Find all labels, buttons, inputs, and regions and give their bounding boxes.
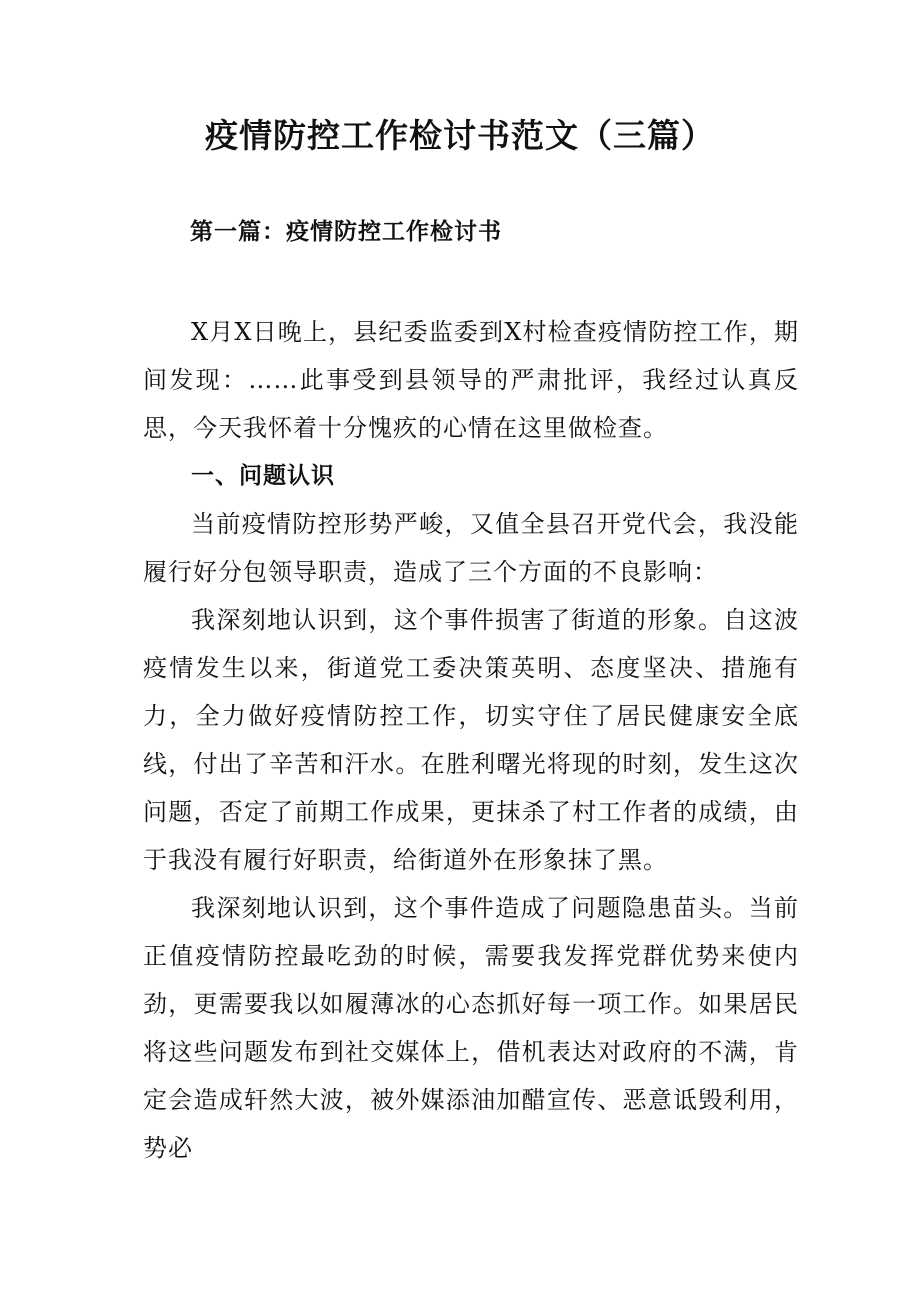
section-heading: 第一篇：疫情防控工作检讨书 [190, 218, 502, 245]
paragraph: 当前疫情防控形势严峻，又值全县召开党代会，我没能履行好分包领导职责，造成了三个方面的不良影响： [143, 510, 799, 586]
document-title: 疫情防控工作检讨书范文（三篇） [205, 116, 715, 155]
document-body [143, 308, 799, 1172]
paragraph: 我深刻地认识到，这个事件损害了街道的形象。自这波疫情发生以来，街道党工委决策英明、态度坚决、措施有力，全力做好疫情防控工作，切实守住了居民健康安全底线，付出了辛苦和汗水。在胜利曙光将现的时刻，发生这次问题，否定了前期工作成果，更抹杀了村工作者的成绩，由于我没有履行好职责，给街道外在形象抹了黑。 [143, 606, 799, 874]
paragraph: X月X日晚上，县纪委监委到X村检查疫情防控工作，期间发现：……此事受到县领导的严肃批评，我经过认真反思，今天我怀着十分愧疚的心情在这里做检查。 [143, 318, 799, 442]
paragraph: 我深刻地认识到，这个事件造成了问题隐患苗头。当前正值疫情防控最吃劲的时候，需要我发挥党群优势来使内劲，更需要我以如履薄冰的心态抓好每一项工作。如果居民将这些问题发布到社交媒体上，借机表达对政府的不满，肯定会造成轩然大波，被外媒添油加醋宣传、恶意诋毁利用，势必 [143, 894, 799, 1162]
subheading: 一、问题认识 [191, 462, 335, 489]
